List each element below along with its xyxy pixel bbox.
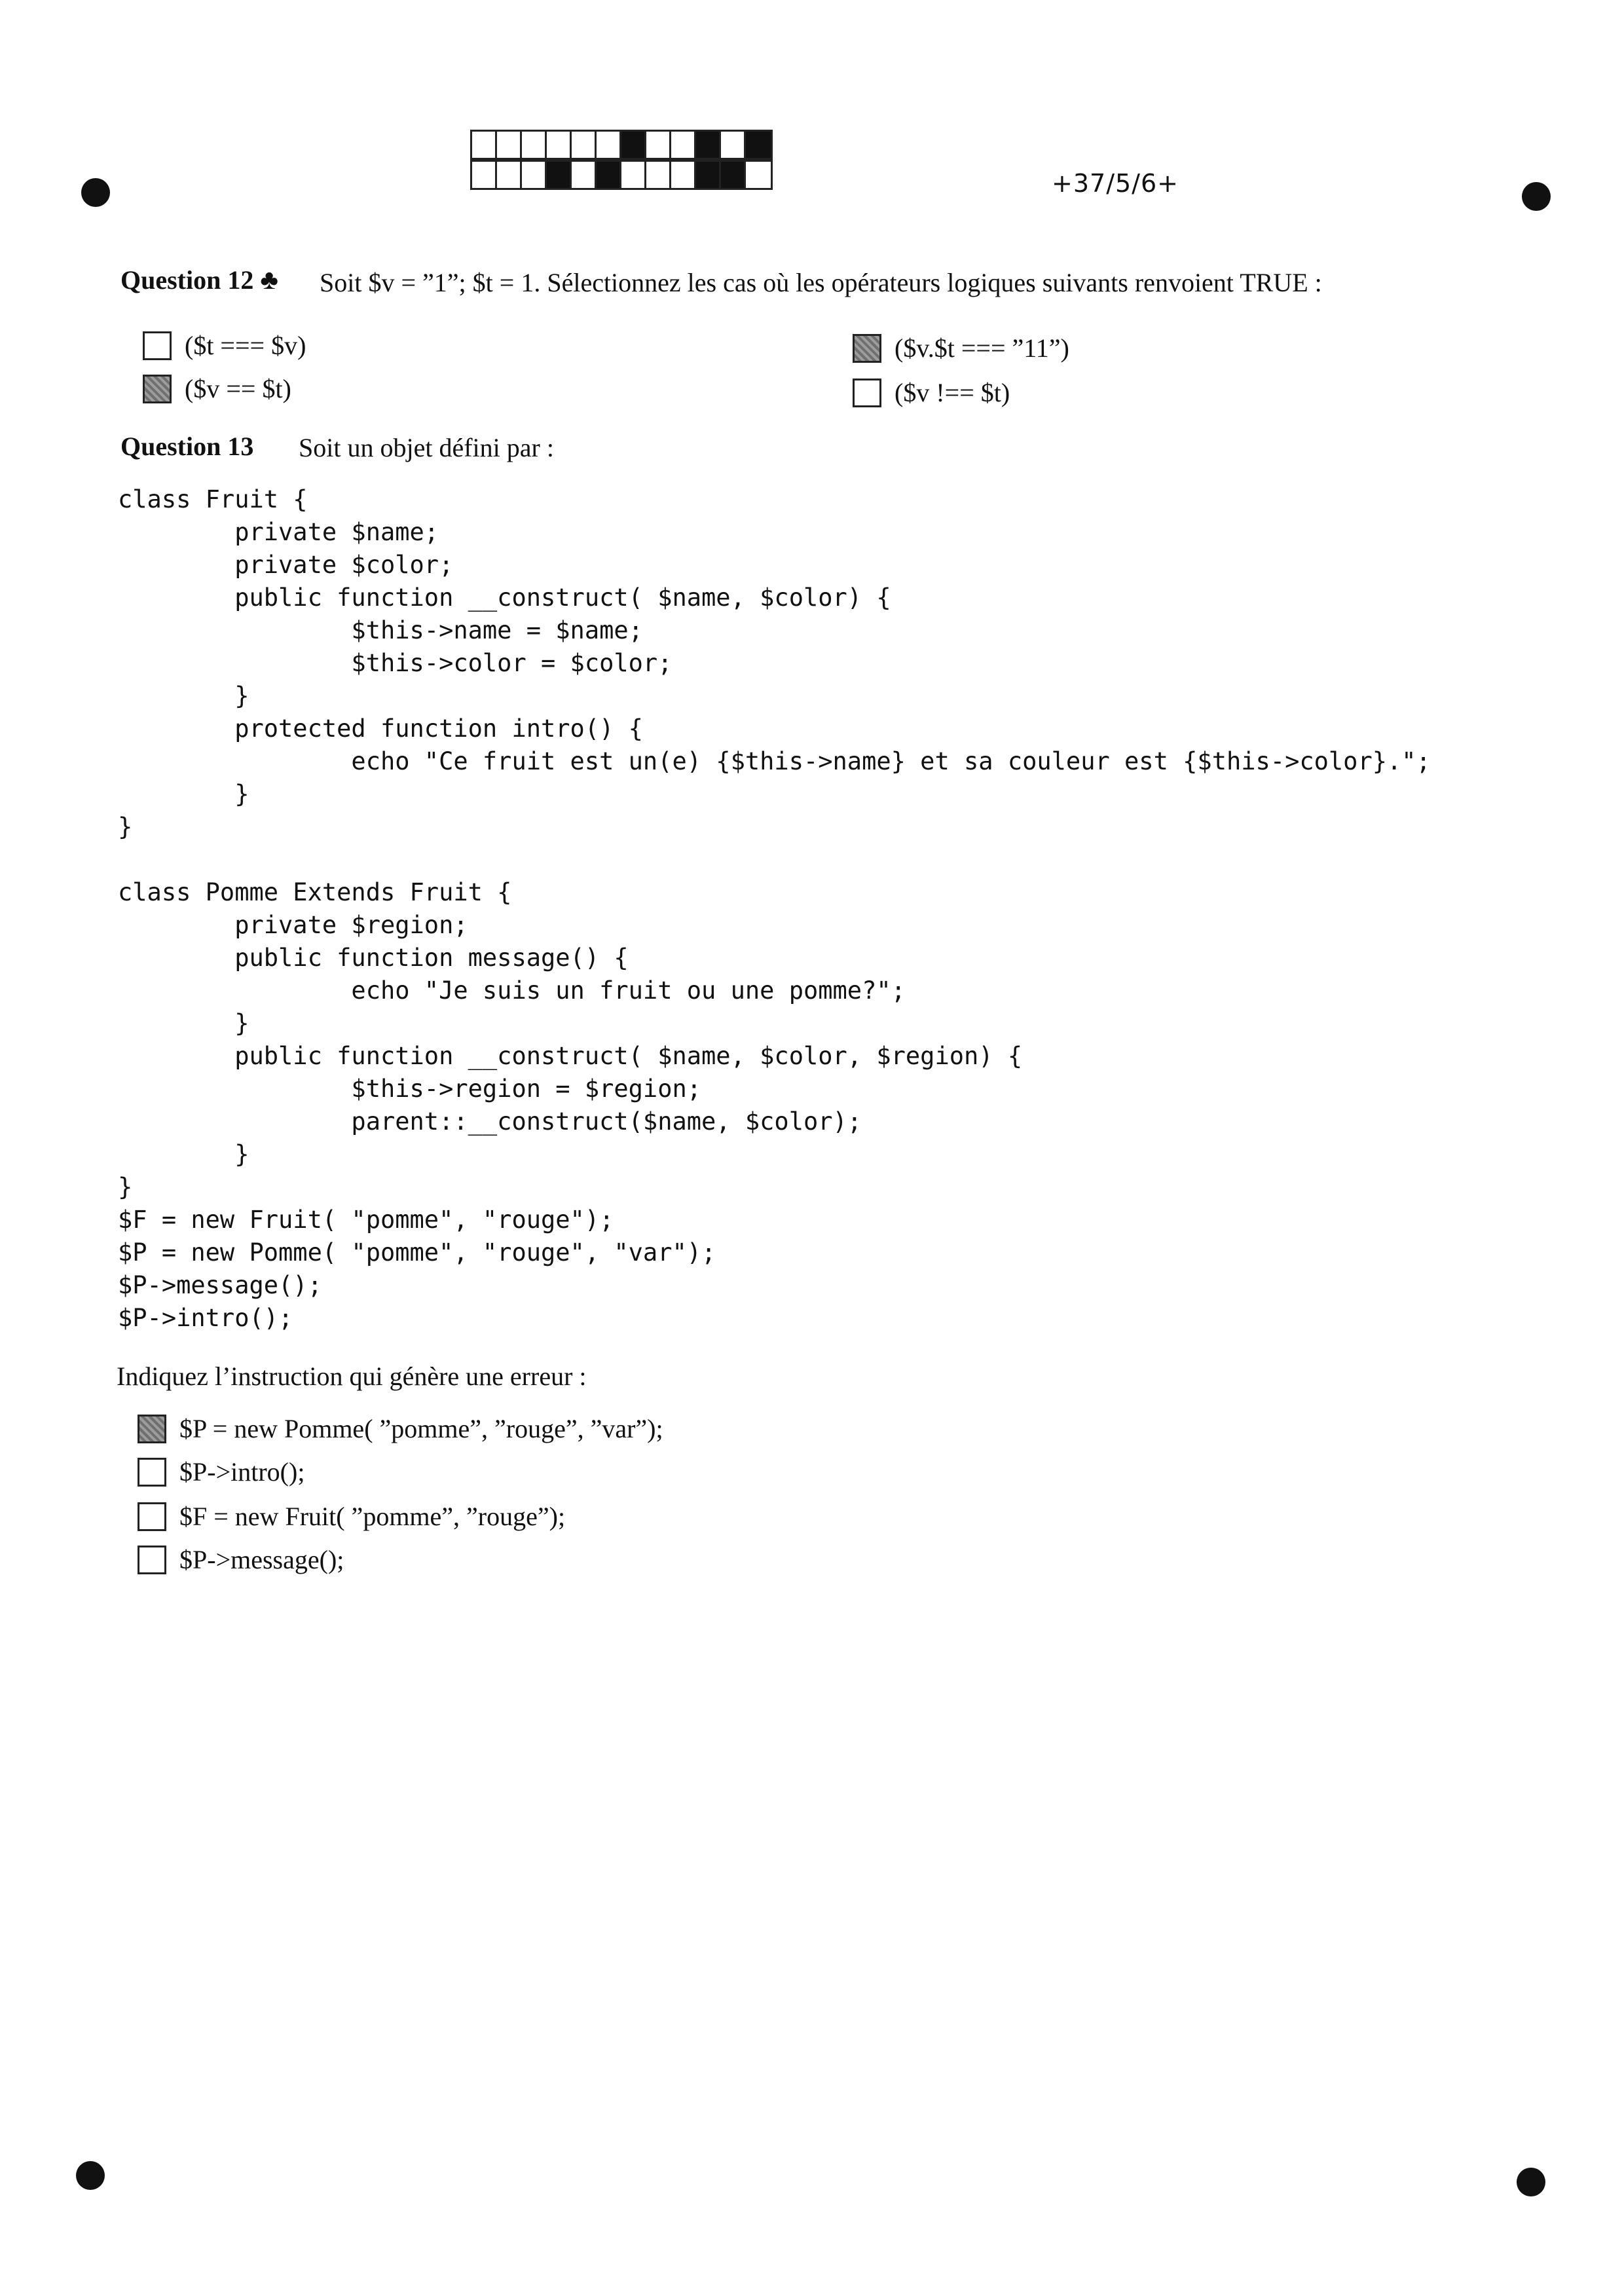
q13-option-1-checkbox[interactable] [138,1415,166,1443]
code-line: echo "Je suis un fruit ou une pomme?"; [118,976,906,1005]
q12-option-3[interactable] [143,373,291,404]
code-line: $P->message(); [118,1271,322,1299]
binary-code-strip-top [470,130,773,160]
q12-option-4[interactable] [853,377,1010,408]
q13-option-1-label: $P = new Pomme( ”pomme”, ”rouge”, ”var”); [179,1414,663,1443]
q13-option-3-label: $F = new Fruit( ”pomme”, ”rouge”); [179,1502,566,1531]
code-strip-cell [746,162,771,188]
question-13-prompt: Indiquez l’instruction qui génère une erreur : [117,1361,587,1391]
code-line: public function message() { [118,944,629,972]
q12-option-2-label: ($v.$t === ”11”) [895,333,1069,363]
code-strip-cell [547,162,572,188]
q12-option-2-checkbox[interactable] [853,334,881,363]
code-strip-cell [721,162,746,188]
code-strip-cell [671,162,696,188]
code-strip-cell [522,132,547,158]
code-line: $this->region = $region; [118,1075,702,1103]
q12-option-1[interactable] [143,330,306,361]
question-13-title: Question 13 [120,432,254,461]
code-strip-cell [547,132,572,158]
q12-option-2[interactable] [853,333,1069,363]
corner-mark-top-right [1522,182,1551,211]
code-strip-cell [696,162,721,188]
code-line: protected function intro() { [118,714,643,743]
code-block [118,483,1431,1335]
q12-option-3-checkbox[interactable] [143,375,172,403]
code-line: $this->color = $color; [118,649,673,677]
code-strip-cell [572,162,597,188]
code-line: echo "Ce fruit est un(e) {$this->name} et sa couleur est {$this->color}."; [118,747,1431,775]
code-line: $F = new Fruit( "pomme", "rouge"); [118,1206,614,1234]
corner-mark-bottom-left [76,2161,105,2190]
q13-option-1[interactable] [138,1413,663,1444]
code-strip-cell [597,132,621,158]
question-12-text: Soit $v = ”1”; $t = 1. Sélectionnez les cas où les opérateurs logiques suivants renvoient TRUE : [320,268,1322,297]
code-strip-cell [497,132,522,158]
code-line: } [118,813,133,841]
question-12-title [120,265,278,296]
code-strip-cell [721,132,746,158]
code-line: } [118,1173,133,1201]
q13-option-2-checkbox[interactable] [138,1458,166,1487]
q13-option-3-checkbox[interactable] [138,1502,166,1531]
code-strip-cell [522,162,547,188]
code-line: } [118,682,249,710]
page-identifier: +37/5/6+ [1052,169,1179,198]
code-line: parent::__construct($name, $color); [118,1107,862,1136]
question-12-label: Question 12 [120,265,254,295]
code-line: } [118,780,249,808]
code-strip-cell [497,162,522,188]
q12-option-4-checkbox[interactable] [853,379,881,407]
code-strip-cell [472,162,497,188]
code-strip-cell [671,132,696,158]
code-line: class Pomme Extends Fruit { [118,878,512,906]
q13-option-4[interactable] [138,1544,344,1575]
q13-option-2[interactable] [138,1456,304,1487]
code-line: public function __construct( $name, $color, $region) { [118,1042,1023,1070]
code-strip-cell [746,132,771,158]
code-line: private $name; [118,518,439,546]
corner-mark-bottom-right [1517,2168,1545,2196]
code-line: private $region; [118,911,468,939]
q12-option-4-label: ($v !== $t) [895,378,1010,407]
code-line: } [118,1009,249,1037]
code-line: private $color; [118,551,454,579]
code-line: } [118,1140,249,1168]
q13-option-4-checkbox[interactable] [138,1546,166,1574]
code-strip-cell [646,132,671,158]
binary-code-strip-bottom [470,160,773,190]
code-line [118,843,1431,876]
q13-option-4-label: $P->message(); [179,1545,344,1574]
code-line: $P->intro(); [118,1304,293,1332]
q13-option-3[interactable] [138,1501,565,1532]
q12-option-1-label: ($t === $v) [185,331,306,360]
code-line: class Fruit { [118,485,308,513]
code-line: $P = new Pomme( "pomme", "rouge", "var"); [118,1238,716,1267]
code-strip-cell [621,132,646,158]
code-strip-cell [597,162,621,188]
code-strip-cell [472,132,497,158]
corner-mark-top-left [81,178,110,207]
code-strip-cell [572,132,597,158]
q13-option-2-label: $P->intro(); [179,1457,305,1487]
code-line: public function __construct( $name, $color) { [118,583,891,612]
q12-option-3-label: ($v == $t) [185,374,291,403]
code-strip-cell [696,132,721,158]
question-13-intro: Soit un objet défini par : [299,433,554,462]
club-icon: ♣ [260,265,278,295]
code-strip-cell [646,162,671,188]
code-line: $this->name = $name; [118,616,643,644]
q12-option-1-checkbox[interactable] [143,331,172,360]
code-strip-cell [621,162,646,188]
